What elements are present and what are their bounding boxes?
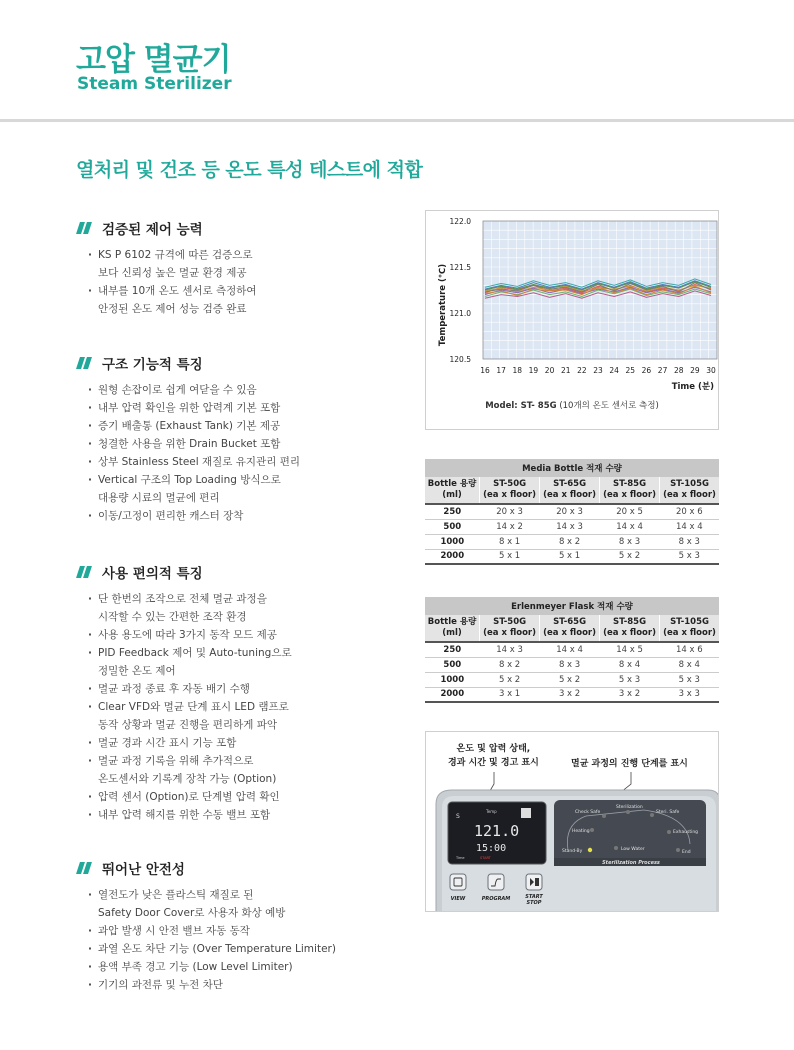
view-button[interactable] [450,874,466,890]
program-label: PROGRAM [481,896,511,902]
exhausting-led [667,830,671,834]
panel-label-process: 멸균 과정의 진행 단계를 표시 [571,759,688,769]
list-item: · 원형 손잡이로 쉽게 여닫을 수 있음 [86,381,406,399]
list-item: · 과압 발생 시 안전 밸브 자동 동작 [86,922,406,940]
chart-model-label: Model: ST- 85G [485,401,557,411]
x-tick-label: 20 [544,366,555,375]
display-indicator-icon [521,808,531,818]
section-marker-icon [76,357,93,369]
feature-section-control [76,218,406,318]
table-row: 2000 5 x 1 5 x 1 5 x 2 5 x 3 [425,549,719,564]
page-subtitle: Steam Sterilizer [77,74,232,94]
x-tick-label: 25 [625,366,636,375]
header-divider [0,119,794,122]
step-label: Steri. Safe [656,810,680,815]
y-tick-label: 120.5 [449,355,471,364]
heating-led [590,828,594,832]
table-row: 1000 8 x 1 8 x 2 8 x 3 8 x 3 [425,534,719,549]
standby-led [588,848,592,852]
control-panel-figure [425,731,719,912]
display-time-label: Time [456,856,465,860]
x-tick-label: 26 [641,366,652,375]
list-item: · 이동/고정이 편리한 캐스터 장착 [86,507,406,525]
check-safe-led [602,814,606,818]
stop-icon [535,878,539,886]
list-item: · 멸균 과정 기록을 위해 추가적으로 온도센서와 기록계 장착 가능 (Option) [86,752,406,788]
table-header: Bottle 용량 (ml) [425,615,480,642]
feature-section-convenience [76,562,406,824]
feature-section-safety [76,858,406,994]
x-tick-label: 21 [560,366,571,375]
list-item: · 압력 센서 (Option)로 단계별 압력 확인 [86,788,406,806]
section-headline: 열처리 및 건조 등 온도 특성 테스트에 적합 [76,159,423,181]
list-item: · 멸균 과정 종료 후 자동 배기 수행 [86,680,406,698]
display-start-label: START [480,856,491,860]
section-marker-icon [76,862,93,874]
steri-safe-led [650,813,654,817]
feature-section-structure [76,353,406,525]
x-tick-label: 23 [593,366,603,375]
list-item: · 과열 온도 차단 기능 (Over Temperature Limiter) [86,940,406,958]
section-marker-icon [76,222,93,234]
sterilization-led [626,810,630,814]
table-header: ST-105G (ea x floor) [660,615,719,642]
chart-note: (10개의 온도 센서로 측정) [559,401,659,411]
list-item: · KS P 6102 규격에 따른 검증으로 보다 신뢰성 높은 멸균 환경 제공 [86,246,406,282]
x-tick-label: 18 [512,366,523,375]
list-item: · 증기 배출통 (Exhaust Tank) 기본 제공 [86,417,406,435]
list-item: · 사용 용도에 따라 3가지 동작 모드 제공 [86,626,406,644]
x-tick-label: 27 [657,366,668,375]
y-tick-label: 122.0 [449,217,471,226]
section-title: 구조 기능적 특징 [102,357,203,373]
section-marker-icon [76,566,93,578]
display-small-left: S [456,813,460,820]
x-tick-label: 17 [496,366,506,375]
table-row: 500 8 x 2 8 x 3 8 x 4 8 x 4 [425,657,719,672]
list-item: · 내부 압력 해지를 위한 수동 밸브 포함 [86,806,406,824]
table-row: 2000 3 x 1 3 x 2 3 x 2 3 x 3 [425,687,719,702]
view-label: VIEW [450,896,466,902]
list-item: · 기기의 과전류 및 누전 차단 [86,976,406,994]
table-header: ST-65G (ea x floor) [540,477,600,504]
control-panel-illustration [426,732,719,912]
section-title: 뛰어난 안전성 [102,862,185,878]
list-item: · PID Feedback 제어 및 Auto-tuning으로 정밀한 온도 제어 [86,644,406,680]
x-tick-label: 28 [673,366,684,375]
chart-xlabel: Time (분) [671,382,714,392]
table-header: ST-65G (ea x floor) [540,615,600,642]
table-title: Erlenmeyer Flask 적재 수량 [425,597,719,615]
step-label: Low Water [621,847,645,852]
display-temp: 121.0 [474,822,520,840]
y-tick-label: 121.5 [449,263,471,272]
table-row: 500 14 x 2 14 x 3 14 x 4 14 x 4 [425,519,719,534]
y-tick-label: 121.0 [449,309,471,318]
table-header: ST-85G (ea x floor) [600,615,660,642]
erlenmeyer-flask-table [425,597,719,703]
list-item: · 단 한번의 조작으로 전체 멸균 과정을 시작할 수 있는 간편한 조작 환경 [86,590,406,626]
stop-label: STOP [526,900,542,906]
page-title: 고압 멸균기 [76,42,231,78]
low-water-led [614,846,618,850]
list-item: · 청결한 사용을 위한 Drain Bucket 포함 [86,435,406,453]
step-label: Sterilization [616,805,643,810]
panel-label-display: 온도 및 압력 상태, 경과 시간 및 경고 표시 [448,744,539,768]
end-led [676,848,680,852]
list-item: · 내부를 10개 온도 센서로 측정하여 안정된 온도 제어 성능 검증 완료 [86,282,406,318]
chart-caption [426,399,718,411]
step-label: End [682,850,691,855]
table-row: 250 14 x 3 14 x 4 14 x 5 14 x 6 [425,642,719,657]
list-item: · Clear VFD와 멸균 단계 표시 LED 램프로 동작 상황과 멸균 진행을 편리하게 파악 [86,698,406,734]
table-header: ST-50G (ea x floor) [480,477,540,504]
list-item: · 용액 부족 경고 기능 (Low Level Limiter) [86,958,406,976]
step-label: Heating [572,829,590,834]
table-row: 250 20 x 3 20 x 3 20 x 5 20 x 6 [425,504,719,519]
section-title: 검증된 제어 능력 [102,222,203,238]
list-item: · 내부 압력 확인을 위한 압력계 기본 포함 [86,399,406,417]
x-tick-label: 22 [577,366,587,375]
temperature-chart [425,210,719,430]
step-label: Exhausting [673,830,699,835]
list-item: · 멸균 경과 시간 표시 기능 포함 [86,734,406,752]
display-time: 15:00 [476,843,507,854]
process-title: Sterilization Process [602,860,660,866]
x-tick-label: 16 [480,366,490,375]
list-item: · 열전도가 낮은 플라스틱 재질로 된 Safety Door Cover로 사용자 화상 예방 [86,886,406,922]
table-header: ST-85G (ea x floor) [600,477,660,504]
chart-canvas [426,211,718,396]
list-item: · 상부 Stainless Steel 재질로 유지관리 편리 [86,453,406,471]
x-tick-label: 30 [706,366,716,375]
display-temp-label: Temp [486,809,497,814]
chart-ylabel: Temperature (℃) [438,263,448,347]
start-label: START [525,894,543,900]
table-header: ST-50G (ea x floor) [480,615,540,642]
step-label: Stand-By [562,849,583,854]
table-header: Bottle 용량 (ml) [425,477,480,504]
step-label: Check Safe [575,810,601,815]
table-row: 1000 5 x 2 5 x 2 5 x 3 5 x 3 [425,672,719,687]
media-bottle-table [425,459,719,565]
list-item: · Vertical 구조의 Top Loading 방식으로 대용량 시료의 멸균에 편리 [86,471,406,507]
x-tick-label: 29 [690,366,700,375]
table-title: Media Bottle 적재 수량 [425,459,719,477]
table-header: ST-105G (ea x floor) [660,477,719,504]
x-tick-label: 19 [528,366,539,375]
x-tick-label: 24 [609,366,619,375]
section-title: 사용 편의적 특징 [102,566,203,582]
